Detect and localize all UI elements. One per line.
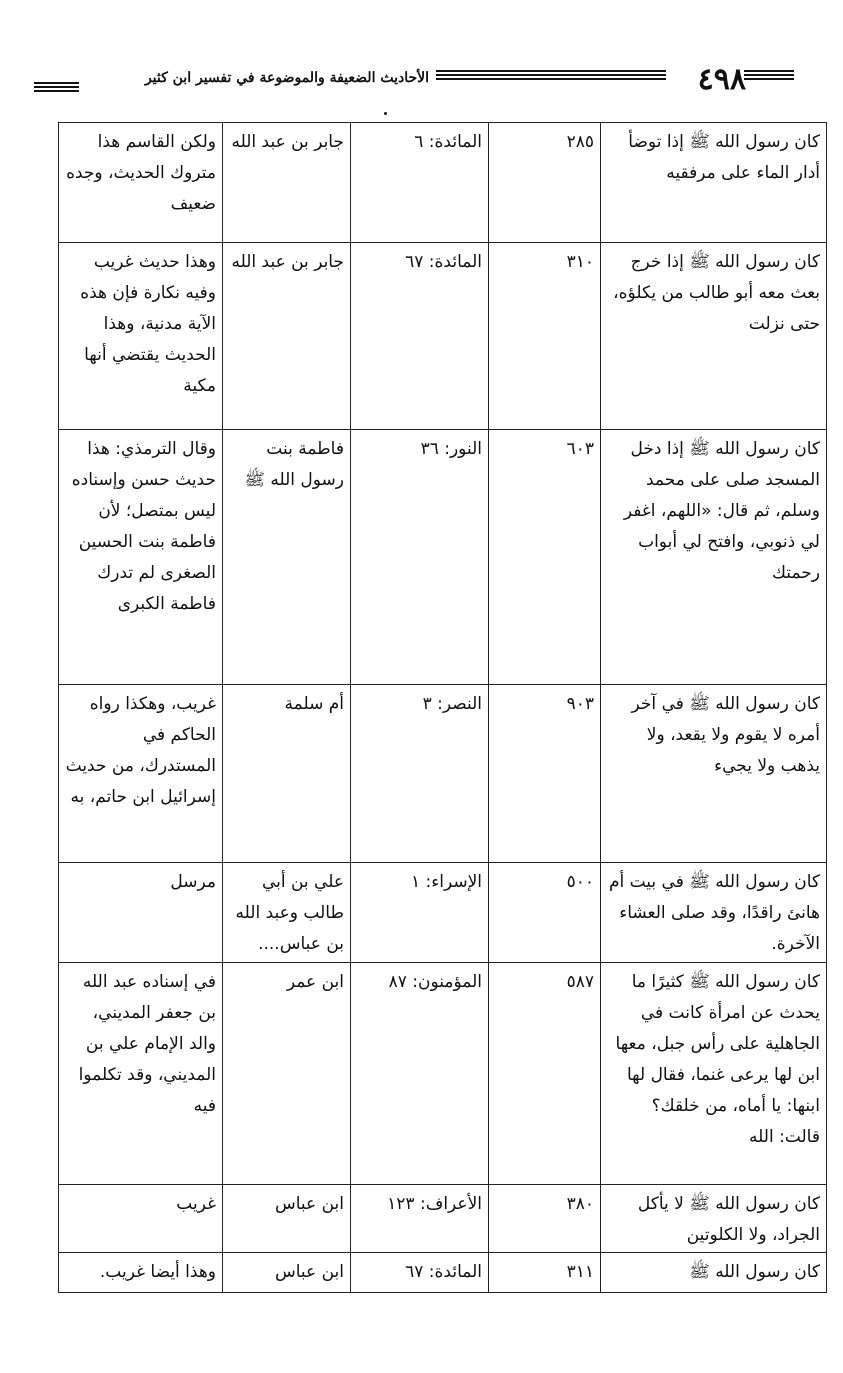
hadith-text-cell: كان رسول الله ﷺ في آخر أمره لا يقوم ولا يقعد، ولا يذهب ولا يجيء [601, 685, 827, 863]
ink-dot [384, 112, 387, 115]
page-header [34, 62, 794, 106]
header-rule [744, 70, 794, 84]
header-rule [436, 70, 666, 84]
narrator-cell: فاطمة بنت رسول الله ﷺ [223, 430, 351, 685]
ruling-cell: مرسل [59, 863, 223, 963]
table-row [59, 963, 827, 1185]
table-row [59, 863, 827, 963]
location-cell: المائدة: ٦٧ [351, 1253, 489, 1293]
location-cell: الأعراف: ١٢٣ [351, 1185, 489, 1253]
table-row [59, 243, 827, 430]
hadith-text-cell: كان رسول الله ﷺ في بيت أم هانئ راقدًا، وقد صلى العشاء الآخرة. [601, 863, 827, 963]
hadith-text-cell: كان رسول الله ﷺ إذا خرج بعث معه أبو طالب من يكلؤه، حتى نزلت [601, 243, 827, 430]
table-row [59, 1185, 827, 1253]
page-ref-cell: ٢٨٥ [489, 123, 601, 243]
hadith-text-cell: كان رسول الله ﷺ لا يأكل الجراد، ولا الكلوتين [601, 1185, 827, 1253]
hadith-table [58, 122, 827, 1293]
page-ref-cell: ٥٠٠ [489, 863, 601, 963]
ruling-cell: ولكن القاسم هذا متروك الحديث، وجده ضعيف [59, 123, 223, 243]
location-cell: النصر: ٣ [351, 685, 489, 863]
narrator-cell: جابر بن عبد الله [223, 123, 351, 243]
location-cell: الإسراء: ١ [351, 863, 489, 963]
ruling-cell: غريب، وهكذا رواه الحاكم في المستدرك، من حديث إسرائيل ابن حاتم، به [59, 685, 223, 863]
location-cell: المائدة: ٦٧ [351, 243, 489, 430]
page-ref-cell: ٣١٠ [489, 243, 601, 430]
ruling-cell: وهذا حديث غريب وفيه نكارة فإن هذه الآية مدنية، وهذا الحديث يقتضي أنها مكية [59, 243, 223, 430]
ruling-cell: في إسناده عبد الله بن جعفر المديني، والد الإمام علي بن المديني، وقد تكلموا فيه [59, 963, 223, 1185]
location-cell: المؤمنون: ٨٧ [351, 963, 489, 1185]
ruling-cell: وهذا أيضا غريب. [59, 1253, 223, 1293]
ruling-cell: وقال الترمذي: هذا حديث حسن وإسناده ليس بمتصل؛ لأن فاطمة بنت الحسين الصغرى لم تدرك فاطمة الكبرى [59, 430, 223, 685]
page-ref-cell: ٩٠٣ [489, 685, 601, 863]
narrator-cell: علي بن أبي طالب وعبد الله بن عباس.... [223, 863, 351, 963]
table-row [59, 685, 827, 863]
page-ref-cell: ٥٨٧ [489, 963, 601, 1185]
page-ref-cell: ٣١١ [489, 1253, 601, 1293]
table-row [59, 430, 827, 685]
narrator-cell: أم سلمة [223, 685, 351, 863]
hadith-text-cell: كان رسول الله ﷺ كثيرًا ما يحدث عن امرأة كانت في الجاهلية على رأس جبل، معها ابن لها يرعى غنما، فقال لها ابنها: يا أماه، من خلقك؟ قالت: الله [601, 963, 827, 1185]
hadith-text-cell: كان رسول الله ﷺ إذا توضأ أدار الماء على مرفقيه [601, 123, 827, 243]
location-cell: النور: ٣٦ [351, 430, 489, 685]
narrator-cell: ابن عباس [223, 1253, 351, 1293]
page-number: ٤٩٨ [697, 62, 746, 97]
narrator-cell: ابن عباس [223, 1185, 351, 1253]
hadith-text-cell: كان رسول الله ﷺ إذا دخل المسجد صلى على محمد وسلم، ثم قال: «اللهم، اغفر لي ذنوبي، وافتح لي أبواب رحمتك [601, 430, 827, 685]
narrator-cell: جابر بن عبد الله [223, 243, 351, 430]
location-cell: المائدة: ٦ [351, 123, 489, 243]
table-row [59, 1253, 827, 1293]
table-row [59, 123, 827, 243]
narrator-cell: ابن عمر [223, 963, 351, 1185]
running-title: الأحاديث الضعيفة والموضوعة في تفسير ابن كثير [144, 70, 429, 86]
hadith-text-cell: كان رسول الله ﷺ [601, 1253, 827, 1293]
header-rule [34, 82, 79, 96]
page-ref-cell: ٦٠٣ [489, 430, 601, 685]
page-ref-cell: ٣٨٠ [489, 1185, 601, 1253]
ruling-cell: غريب [59, 1185, 223, 1253]
